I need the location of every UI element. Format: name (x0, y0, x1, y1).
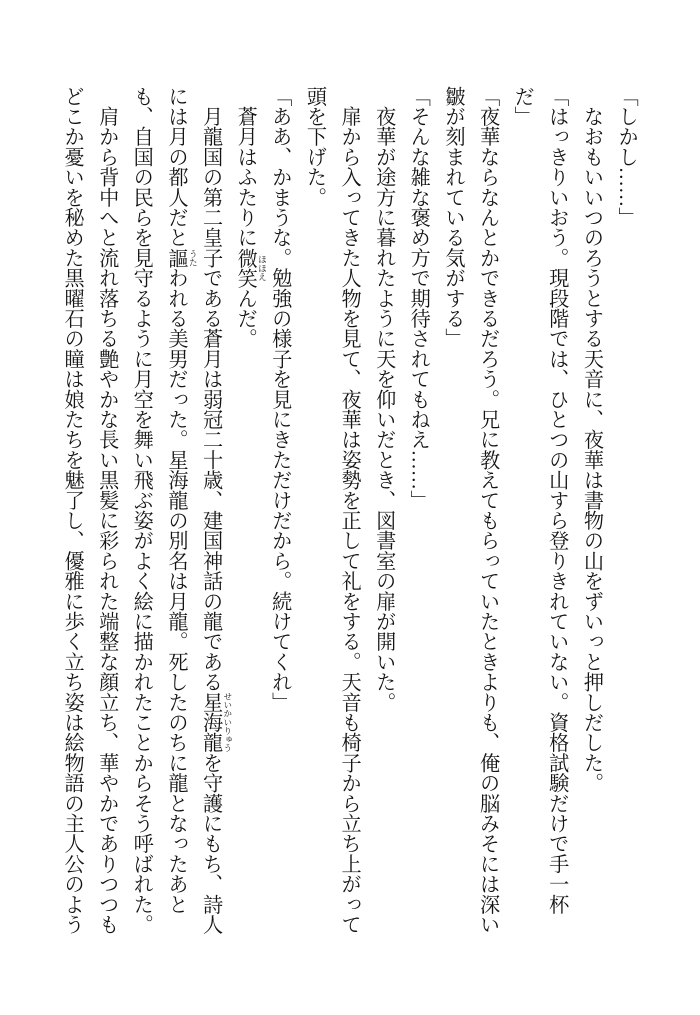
ruby-base: 微笑 (234, 247, 257, 289)
text-run: には月の都人だと (164, 86, 187, 248)
text-run: われる美男だった。星海龍の別名は月龍。死したのちに龍となったあと (164, 267, 187, 915)
text-column (97, 86, 117, 934)
ruby-group (234, 247, 268, 289)
text-run: 皺が刻まれている気がする」 (441, 86, 464, 349)
ruby-reading: せいかいりゅう (222, 692, 233, 753)
text-run: 頭を下げた。 (303, 86, 326, 208)
text-run: 扉から入ってきた人物を見て、夜華は姿勢を正して礼をする。天音も椅子から立ち上がって (338, 86, 361, 935)
text-column (234, 86, 268, 349)
text-run: 「ああ、かまうな。勉強の様子を見にきただけだから。続けてくれ」 (268, 86, 291, 713)
text-column (339, 86, 359, 934)
text-column (408, 86, 428, 510)
text-run: 蒼月はふたりに (234, 86, 257, 248)
ruby-reading: うた (188, 249, 199, 267)
text-run: 「夜華ならなんとかできるだろう。兄に教えてもらっていたときよりも、俺の脳みそには深い (476, 86, 499, 935)
text-run: 「はっきりいおう。現段階では、ひとつの山すら登りきれていない。資格試験だけで手一杯 (545, 86, 568, 915)
text-column (270, 86, 290, 712)
text-column (164, 86, 199, 915)
text-run: も、自国の民らを見守るように月空を舞い飛ぶ姿がよく絵に描かれたことからそう呼ばれた。 (130, 86, 153, 935)
text-column (304, 86, 324, 207)
ruby-group (199, 692, 233, 753)
text-run: んだ。 (234, 288, 257, 349)
text-column (131, 86, 151, 934)
text-run: だ」 (511, 86, 534, 127)
text-column (512, 86, 532, 126)
text-run: を守護にもち、詩人 (199, 752, 222, 935)
text-column (581, 86, 601, 793)
text-run: どこか憂いを秘めた黒曜石の瞳は娘たちを魅了し、優雅に歩く立ち姿は絵物語の主人公のよう (61, 86, 84, 935)
text-column (547, 86, 567, 914)
text-run: 月龍国の第二皇子である蒼月は弱冠二十歳、建国神話の龍である (199, 86, 222, 692)
ruby-reading: ほほえ (257, 254, 268, 281)
text-column (477, 86, 497, 934)
text-run: なおもいいつのろうとする天音に、夜華は書物の山をずいっと押しだした。 (580, 86, 603, 793)
text-run: 「しかし……」 (615, 86, 638, 228)
text-run: 「そんな雑な褒め方で期待されてもねえ……」 (407, 86, 430, 511)
text-column (62, 86, 82, 934)
text-column (374, 86, 394, 712)
ruby-group (164, 247, 199, 268)
text-column (443, 86, 463, 349)
text-column (199, 86, 233, 935)
ruby-base: 謳 (164, 247, 187, 268)
text-run: 肩から背中へと流れ落ちる艶やかな長い黒髪に彩られた端整な顔立ち、華やかでありつつも (95, 86, 118, 935)
text-run: 夜華が途方に暮れたように天を仰いだとき、図書室の扉が開いた。 (372, 86, 395, 713)
text-column (616, 86, 636, 227)
ruby-base: 星海龍 (199, 692, 222, 753)
